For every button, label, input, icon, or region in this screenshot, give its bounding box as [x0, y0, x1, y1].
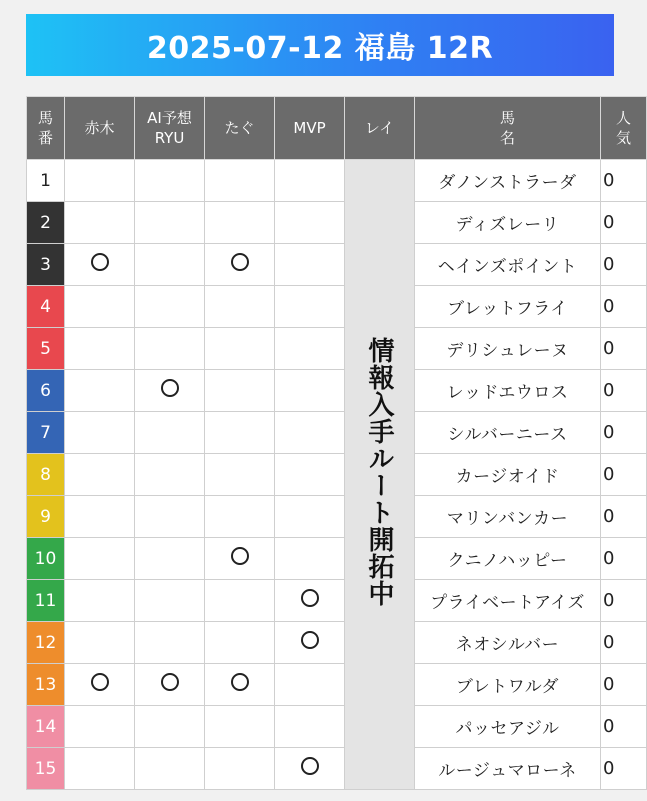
header-rei: レイ	[345, 97, 415, 160]
table-body	[27, 160, 647, 790]
tagu-mark-cell	[205, 286, 275, 328]
horse-name-cell: ヘインズポイント	[415, 244, 601, 286]
horse-name-cell: シルバーニース	[415, 412, 601, 454]
ai-mark-cell	[135, 622, 205, 664]
tagu-mark-cell	[205, 706, 275, 748]
header-horse-name: 馬 名	[415, 97, 601, 160]
rei-notice-text: 情報入手ルート開拓中	[364, 337, 394, 607]
ai-mark-cell	[135, 286, 205, 328]
horse-number-cell: 2	[27, 202, 65, 244]
circle-mark-icon	[231, 253, 249, 271]
tagu-mark-cell	[205, 580, 275, 622]
table-row	[27, 496, 647, 538]
header-umaban: 馬 番	[27, 97, 65, 160]
horse-name-cell: クニノハッピー	[415, 538, 601, 580]
ai-mark-cell	[135, 664, 205, 706]
tagu-mark-cell	[205, 496, 275, 538]
tagu-mark-cell	[205, 244, 275, 286]
tagu-mark-cell	[205, 202, 275, 244]
ai-mark-cell	[135, 370, 205, 412]
horse-name-cell: デリシュレーヌ	[415, 328, 601, 370]
popularity-cell: 0	[601, 706, 647, 748]
table-row	[27, 664, 647, 706]
horse-number-cell: 10	[27, 538, 65, 580]
akagi-mark-cell	[65, 370, 135, 412]
circle-mark-icon	[91, 253, 109, 271]
akagi-mark-cell	[65, 538, 135, 580]
table-row	[27, 580, 647, 622]
akagi-mark-cell	[65, 664, 135, 706]
horse-number-cell: 14	[27, 706, 65, 748]
mvp-mark-cell	[275, 244, 345, 286]
akagi-mark-cell	[65, 412, 135, 454]
ai-mark-cell	[135, 160, 205, 202]
horse-number-cell: 6	[27, 370, 65, 412]
akagi-mark-cell	[65, 580, 135, 622]
horse-name-cell: ブレットフライ	[415, 286, 601, 328]
mvp-mark-cell	[275, 538, 345, 580]
tagu-mark-cell	[205, 664, 275, 706]
horse-number-cell: 15	[27, 748, 65, 790]
table-row	[27, 328, 647, 370]
table-row	[27, 538, 647, 580]
horse-name-cell: ダノンストラーダ	[415, 160, 601, 202]
akagi-mark-cell	[65, 706, 135, 748]
table-row	[27, 706, 647, 748]
header-mvp: MVP	[275, 97, 345, 160]
horse-number-cell: 12	[27, 622, 65, 664]
popularity-cell: 0	[601, 622, 647, 664]
ai-mark-cell	[135, 538, 205, 580]
akagi-mark-cell	[65, 622, 135, 664]
tagu-mark-cell	[205, 622, 275, 664]
horse-number-cell: 5	[27, 328, 65, 370]
popularity-cell: 0	[601, 580, 647, 622]
header-tagu: たぐ	[205, 97, 275, 160]
table-row	[27, 286, 647, 328]
circle-mark-icon	[301, 757, 319, 775]
ai-mark-cell	[135, 412, 205, 454]
ai-mark-cell	[135, 202, 205, 244]
ai-mark-cell	[135, 748, 205, 790]
popularity-cell: 0	[601, 370, 647, 412]
table-header-row	[27, 97, 647, 160]
horse-name-cell: ディズレーリ	[415, 202, 601, 244]
popularity-cell: 0	[601, 496, 647, 538]
ai-mark-cell	[135, 706, 205, 748]
popularity-cell: 0	[601, 202, 647, 244]
circle-mark-icon	[161, 673, 179, 691]
mvp-mark-cell	[275, 202, 345, 244]
akagi-mark-cell	[65, 244, 135, 286]
circle-mark-icon	[301, 589, 319, 607]
prediction-table-container[interactable]	[26, 96, 631, 788]
tagu-mark-cell	[205, 328, 275, 370]
table-row	[27, 622, 647, 664]
popularity-cell: 0	[601, 328, 647, 370]
ai-mark-cell	[135, 244, 205, 286]
horse-name-cell: ルージュマローネ	[415, 748, 601, 790]
mvp-mark-cell	[275, 706, 345, 748]
horse-name-cell: カージオイド	[415, 454, 601, 496]
mvp-mark-cell	[275, 412, 345, 454]
akagi-mark-cell	[65, 454, 135, 496]
mvp-mark-cell	[275, 370, 345, 412]
horse-number-cell: 7	[27, 412, 65, 454]
circle-mark-icon	[91, 673, 109, 691]
ai-mark-cell	[135, 580, 205, 622]
horse-name-cell: ブレトワルダ	[415, 664, 601, 706]
akagi-mark-cell	[65, 202, 135, 244]
horse-number-cell: 8	[27, 454, 65, 496]
table-row	[27, 454, 647, 496]
popularity-cell: 0	[601, 412, 647, 454]
horse-name-cell: レッドエウロス	[415, 370, 601, 412]
akagi-mark-cell	[65, 160, 135, 202]
horse-name-cell: ネオシルバー	[415, 622, 601, 664]
horse-name-cell: マリンバンカー	[415, 496, 601, 538]
page-title: 2025-07-12 福島 12R	[26, 14, 614, 76]
popularity-cell: 0	[601, 454, 647, 496]
prediction-table	[26, 96, 647, 790]
tagu-mark-cell	[205, 370, 275, 412]
circle-mark-icon	[231, 673, 249, 691]
mvp-mark-cell	[275, 622, 345, 664]
table-row	[27, 412, 647, 454]
table-row	[27, 160, 647, 202]
circle-mark-icon	[161, 379, 179, 397]
circle-mark-icon	[231, 547, 249, 565]
tagu-mark-cell	[205, 412, 275, 454]
horse-number-cell: 1	[27, 160, 65, 202]
popularity-cell: 0	[601, 160, 647, 202]
horse-number-cell: 4	[27, 286, 65, 328]
horse-name-cell: プライベートアイズ	[415, 580, 601, 622]
ai-mark-cell	[135, 454, 205, 496]
circle-mark-icon	[301, 631, 319, 649]
mvp-mark-cell	[275, 328, 345, 370]
popularity-cell: 0	[601, 286, 647, 328]
ai-mark-cell	[135, 496, 205, 538]
horse-number-cell: 9	[27, 496, 65, 538]
horse-number-cell: 3	[27, 244, 65, 286]
horse-number-cell: 13	[27, 664, 65, 706]
tagu-mark-cell	[205, 748, 275, 790]
akagi-mark-cell	[65, 328, 135, 370]
mvp-mark-cell	[275, 664, 345, 706]
ai-mark-cell	[135, 328, 205, 370]
header-ai-ryu: AI予想 RYU	[135, 97, 205, 160]
rei-column-notice	[345, 160, 415, 790]
popularity-cell: 0	[601, 748, 647, 790]
table-row	[27, 748, 647, 790]
header-akagi: 赤木	[65, 97, 135, 160]
mvp-mark-cell	[275, 286, 345, 328]
mvp-mark-cell	[275, 496, 345, 538]
akagi-mark-cell	[65, 286, 135, 328]
mvp-mark-cell	[275, 580, 345, 622]
akagi-mark-cell	[65, 748, 135, 790]
akagi-mark-cell	[65, 496, 135, 538]
mvp-mark-cell	[275, 748, 345, 790]
popularity-cell: 0	[601, 244, 647, 286]
tagu-mark-cell	[205, 160, 275, 202]
table-row	[27, 370, 647, 412]
tagu-mark-cell	[205, 454, 275, 496]
mvp-mark-cell	[275, 454, 345, 496]
popularity-cell: 0	[601, 538, 647, 580]
table-row	[27, 244, 647, 286]
popularity-cell: 0	[601, 664, 647, 706]
table-row	[27, 202, 647, 244]
horse-name-cell: パッセアジル	[415, 706, 601, 748]
tagu-mark-cell	[205, 538, 275, 580]
horse-number-cell: 11	[27, 580, 65, 622]
mvp-mark-cell	[275, 160, 345, 202]
header-popularity: 人 気	[601, 97, 647, 160]
